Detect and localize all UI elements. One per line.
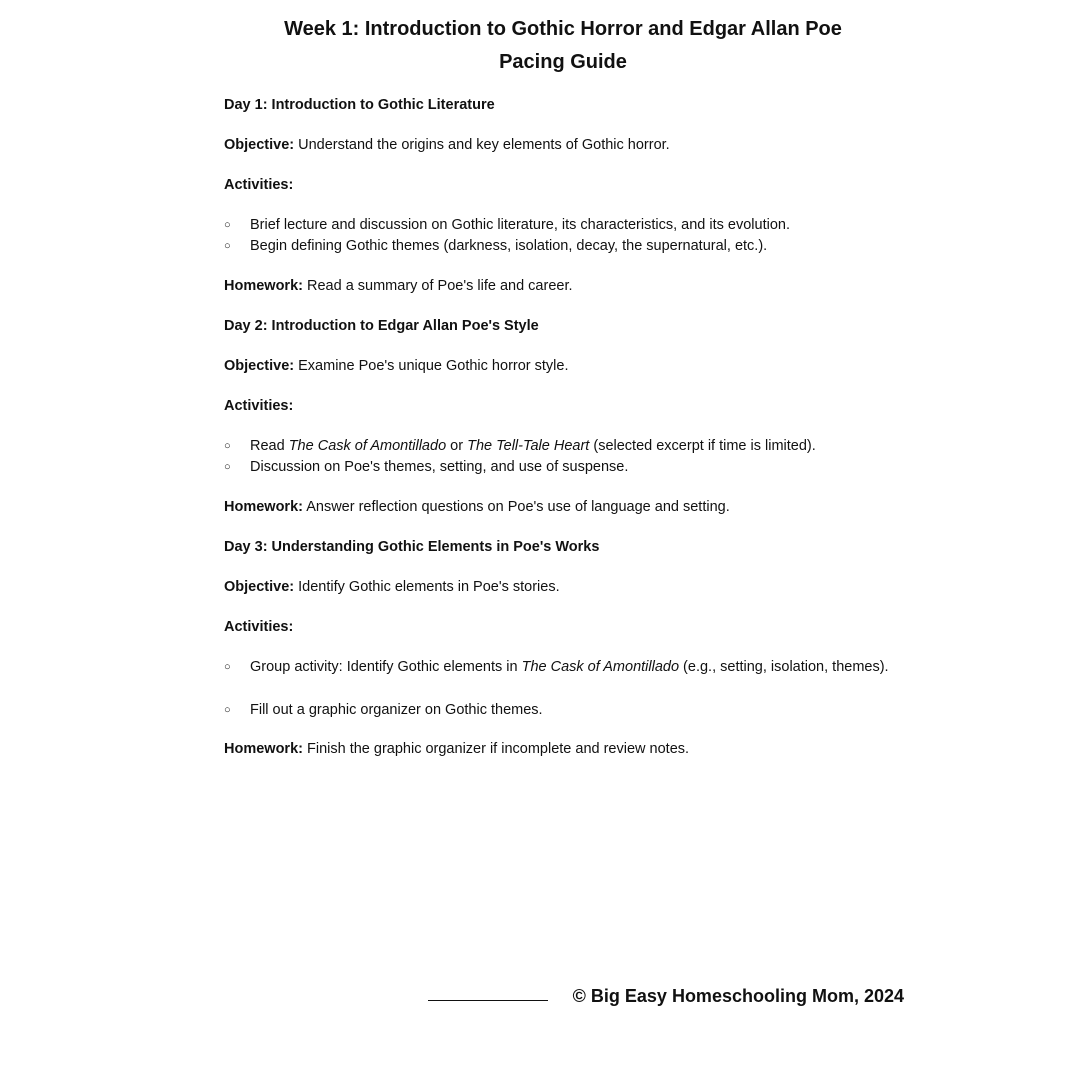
copyright-footer (428, 985, 904, 1007)
day-1-objective: Objective: Understand the origins and key elements of Gothic horror. (224, 137, 670, 153)
day-2-homework: Homework: Answer reflection questions on Poe's use of language and setting. (224, 499, 730, 515)
bullet-icon: ○ (224, 461, 231, 473)
day-2-objective: Objective: Examine Poe's unique Gothic horror style. (224, 358, 569, 374)
bullet-icon: ○ (224, 219, 231, 231)
day-2-activities-label: Activities: (224, 398, 294, 414)
bullet-icon: ○ (224, 440, 231, 452)
page-subtitle: Pacing Guide (499, 51, 627, 73)
day-3-homework: Homework: Finish the graphic organizer if incomplete and review notes. (224, 741, 690, 757)
day-3-heading: Day 3: Understanding Gothic Elements in Poe's Works (224, 539, 600, 555)
bullet-icon: ○ (224, 240, 231, 252)
footer-rule (428, 1000, 548, 1001)
bullet-icon: ○ (224, 661, 231, 673)
day-1-activities-label: Activities: (224, 177, 294, 193)
day-3-objective: Objective: Identify Gothic elements in Poe's stories. (224, 579, 560, 595)
day-3-activities-label: Activities: (224, 619, 294, 635)
day-1-heading: Day 1: Introduction to Gothic Literature (224, 97, 495, 113)
day-1-homework: Homework: Read a summary of Poe's life and career. (224, 278, 573, 294)
page-title: Week 1: Introduction to Gothic Horror and Edgar Allan Poe (284, 18, 842, 40)
document-page: Week 1: Introduction to Gothic Horror and Edgar Allan Poe Pacing Guide Day 1: Introduction to Gothic Literature Objective: Understand the origins and key elements of Gothic horror. Activities: ○ Brief lecture and discussion on Gothic literature, its characteristics, and its evolution. ○ Begin defining Gothic themes (darkness, isolation, decay, the supernatural, etc.). Homework: Read a summary of Poe's life and career. Day 2: Introduction to Edgar Allan Poe's Style Objective: Examine Poe's unique Gothic horror style. Activities: ○ Read The Cask of Amontillado or The Tell-Tale Heart (selected excerpt if time is limited). ○ Discussion on Poe's themes, setting, and use of suspense. Homework: Answer reflection questions on Poe's use of language and setting. Day 3: Understanding Gothic Elements in Poe's Works Objective: Identify Gothic elements in Poe's stories. Activities: ○ Group activity: Identify Gothic elements in The Cask of Amontillado (e.g., setting, isolation, themes). ○ Fill out a graphic organizer on Gothic themes. Homework: Finish the graphic organizer if incomplete and review notes. © Big Easy Homeschooling Mom, 2024 (0, 0, 1080, 1080)
day-2-heading: Day 2: Introduction to Edgar Allan Poe's Style (224, 318, 539, 334)
bullet-icon: ○ (224, 704, 231, 716)
copyright-text: © Big Easy Homeschooling Mom, 2024 (572, 986, 904, 1006)
